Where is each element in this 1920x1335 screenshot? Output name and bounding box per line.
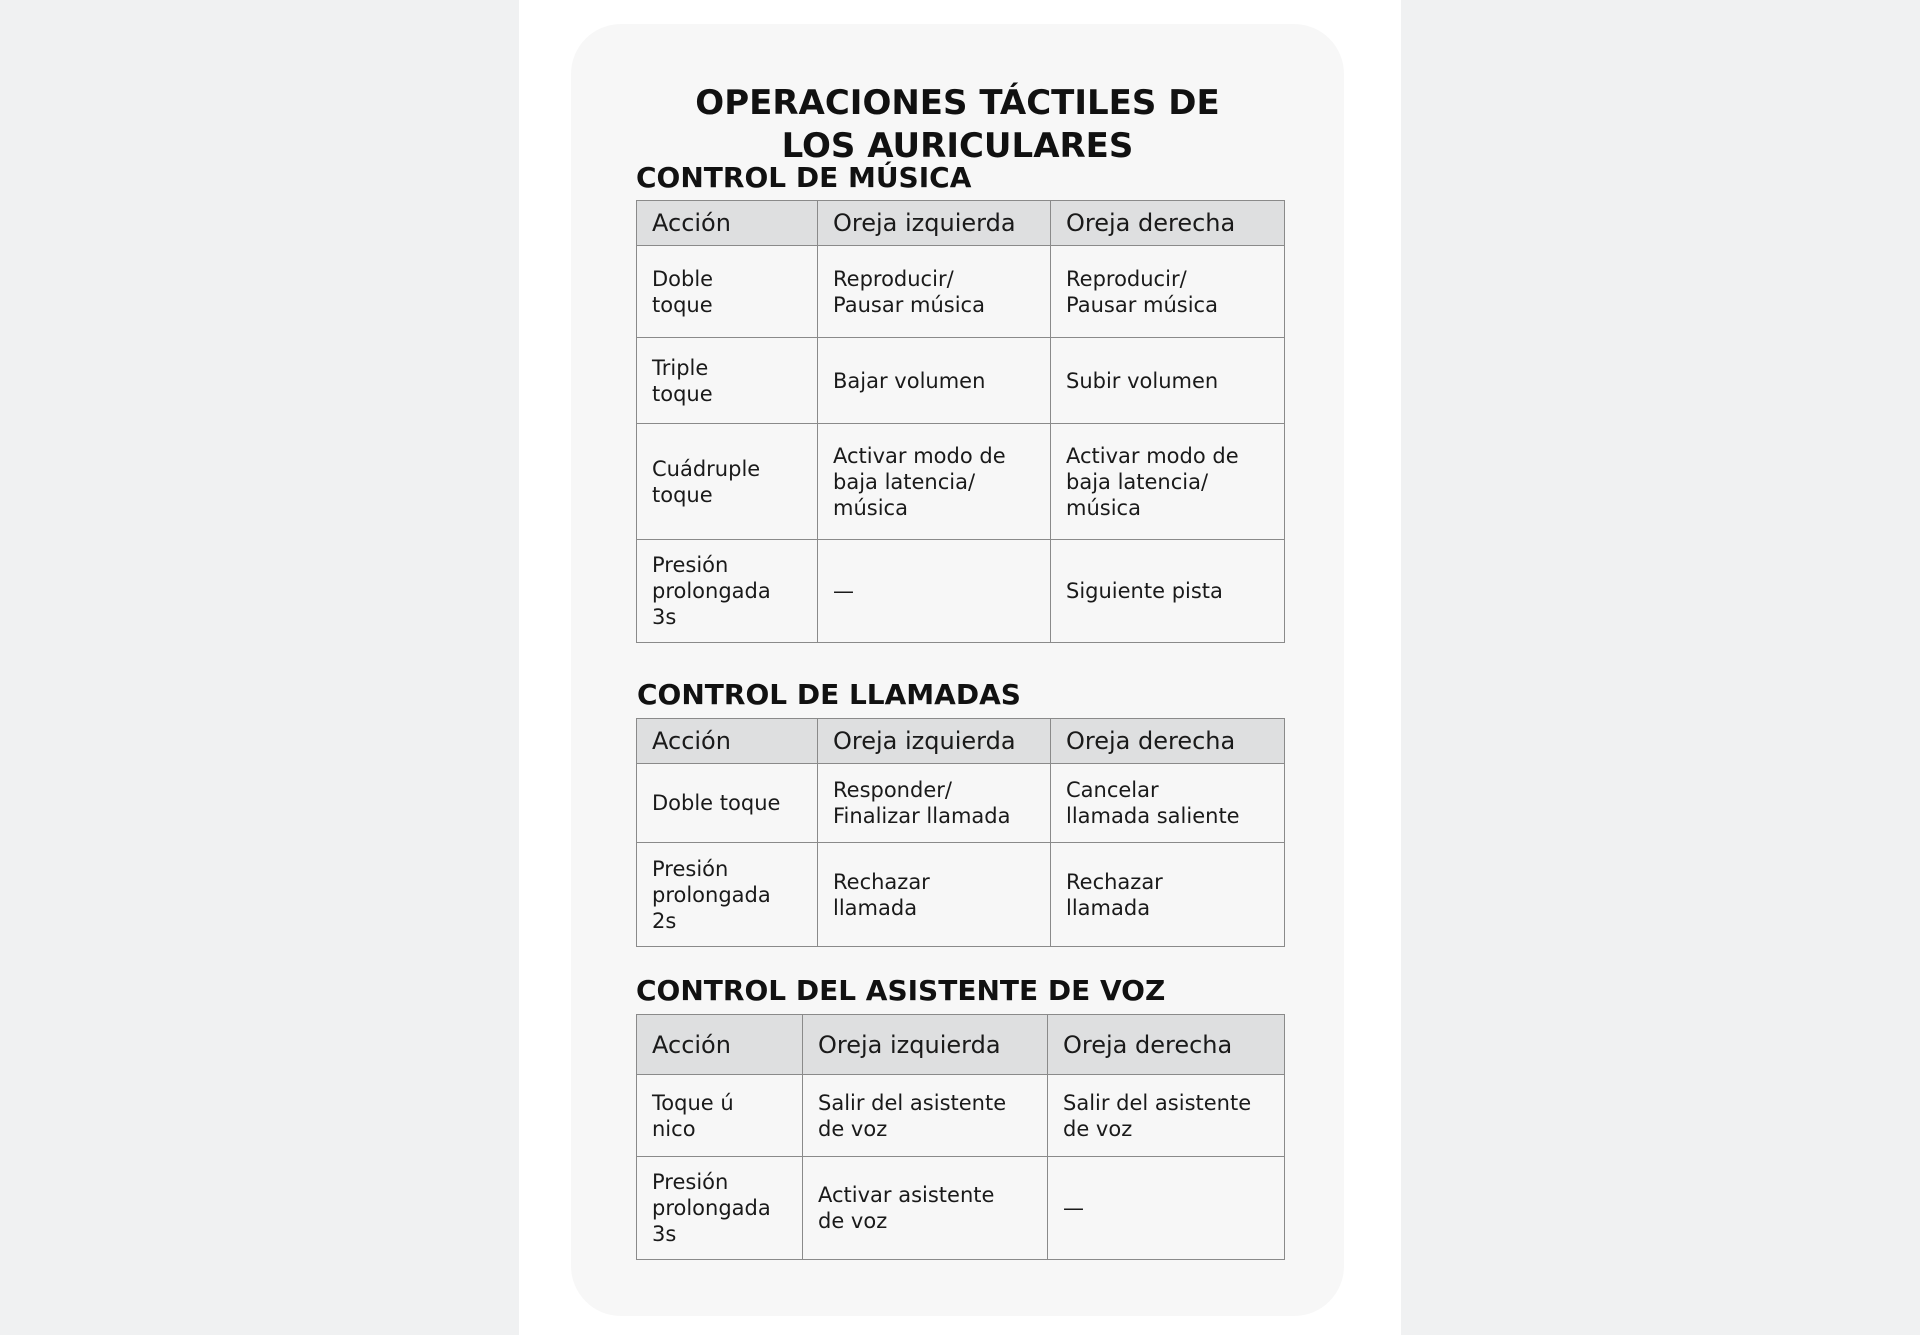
header-action: Acción [637, 719, 818, 764]
title-line-1: OPERACIONES TÁCTILES DE [695, 83, 1220, 123]
left-ear-cell: Rechazar llamada [818, 843, 1051, 947]
calls-section-title: CONTROL DE LLAMADAS [637, 678, 1021, 711]
action-cell: Doble toque [637, 764, 818, 843]
table-row [637, 1075, 1285, 1157]
music-section-title: CONTROL DE MÚSICA [636, 161, 972, 194]
right-ear-cell: Subir volumen [1051, 338, 1285, 424]
calls-table [636, 718, 1285, 947]
right-ear-cell: Activar modo de baja latencia/ música [1051, 424, 1285, 540]
header-right-ear: Oreja derecha [1051, 719, 1285, 764]
header-left-ear: Oreja izquierda [818, 719, 1051, 764]
table-row [637, 843, 1285, 947]
table-row [637, 1157, 1285, 1260]
table-row [637, 338, 1285, 424]
title-line-2: LOS AURICULARES [781, 126, 1134, 166]
left-ear-cell: Salir del asistente de voz [803, 1075, 1048, 1157]
document-page [519, 0, 1401, 1335]
instruction-card [571, 24, 1344, 1316]
header-left-ear: Oreja izquierda [803, 1015, 1048, 1075]
action-cell: Doble toque [637, 246, 818, 338]
action-cell: Triple toque [637, 338, 818, 424]
header-right-ear: Oreja derecha [1051, 201, 1285, 246]
header-left-ear: Oreja izquierda [818, 201, 1051, 246]
voice-section-title: CONTROL DEL ASISTENTE DE VOZ [636, 974, 1166, 1007]
header-action: Acción [637, 1015, 803, 1075]
right-ear-cell: Reproducir/ Pausar música [1051, 246, 1285, 338]
right-ear-cell: — [1048, 1157, 1285, 1260]
table-header-row [637, 719, 1285, 764]
action-cell: Presión prolongada 3s [637, 1157, 803, 1260]
action-cell: Toque ú nico [637, 1075, 803, 1157]
action-cell: Presión prolongada 3s [637, 540, 818, 643]
left-ear-cell: — [818, 540, 1051, 643]
table-row [637, 764, 1285, 843]
left-ear-cell: Reproducir/ Pausar música [818, 246, 1051, 338]
voice-table [636, 1014, 1285, 1260]
left-ear-cell: Activar asistente de voz [803, 1157, 1048, 1260]
table-header-row [637, 201, 1285, 246]
music-table [636, 200, 1285, 643]
right-ear-cell: Rechazar llamada [1051, 843, 1285, 947]
left-ear-cell: Activar modo de baja latencia/ música [818, 424, 1051, 540]
table-header-row [637, 1015, 1285, 1075]
left-ear-cell: Bajar volumen [818, 338, 1051, 424]
right-ear-cell: Cancelar llamada saliente [1051, 764, 1285, 843]
header-action: Acción [637, 201, 818, 246]
page-title [571, 82, 1344, 168]
right-ear-cell: Salir del asistente de voz [1048, 1075, 1285, 1157]
table-row [637, 246, 1285, 338]
right-ear-cell: Siguiente pista [1051, 540, 1285, 643]
header-right-ear: Oreja derecha [1048, 1015, 1285, 1075]
action-cell: Cuádruple toque [637, 424, 818, 540]
left-ear-cell: Responder/ Finalizar llamada [818, 764, 1051, 843]
table-row [637, 424, 1285, 540]
action-cell: Presión prolongada 2s [637, 843, 818, 947]
table-row [637, 540, 1285, 643]
